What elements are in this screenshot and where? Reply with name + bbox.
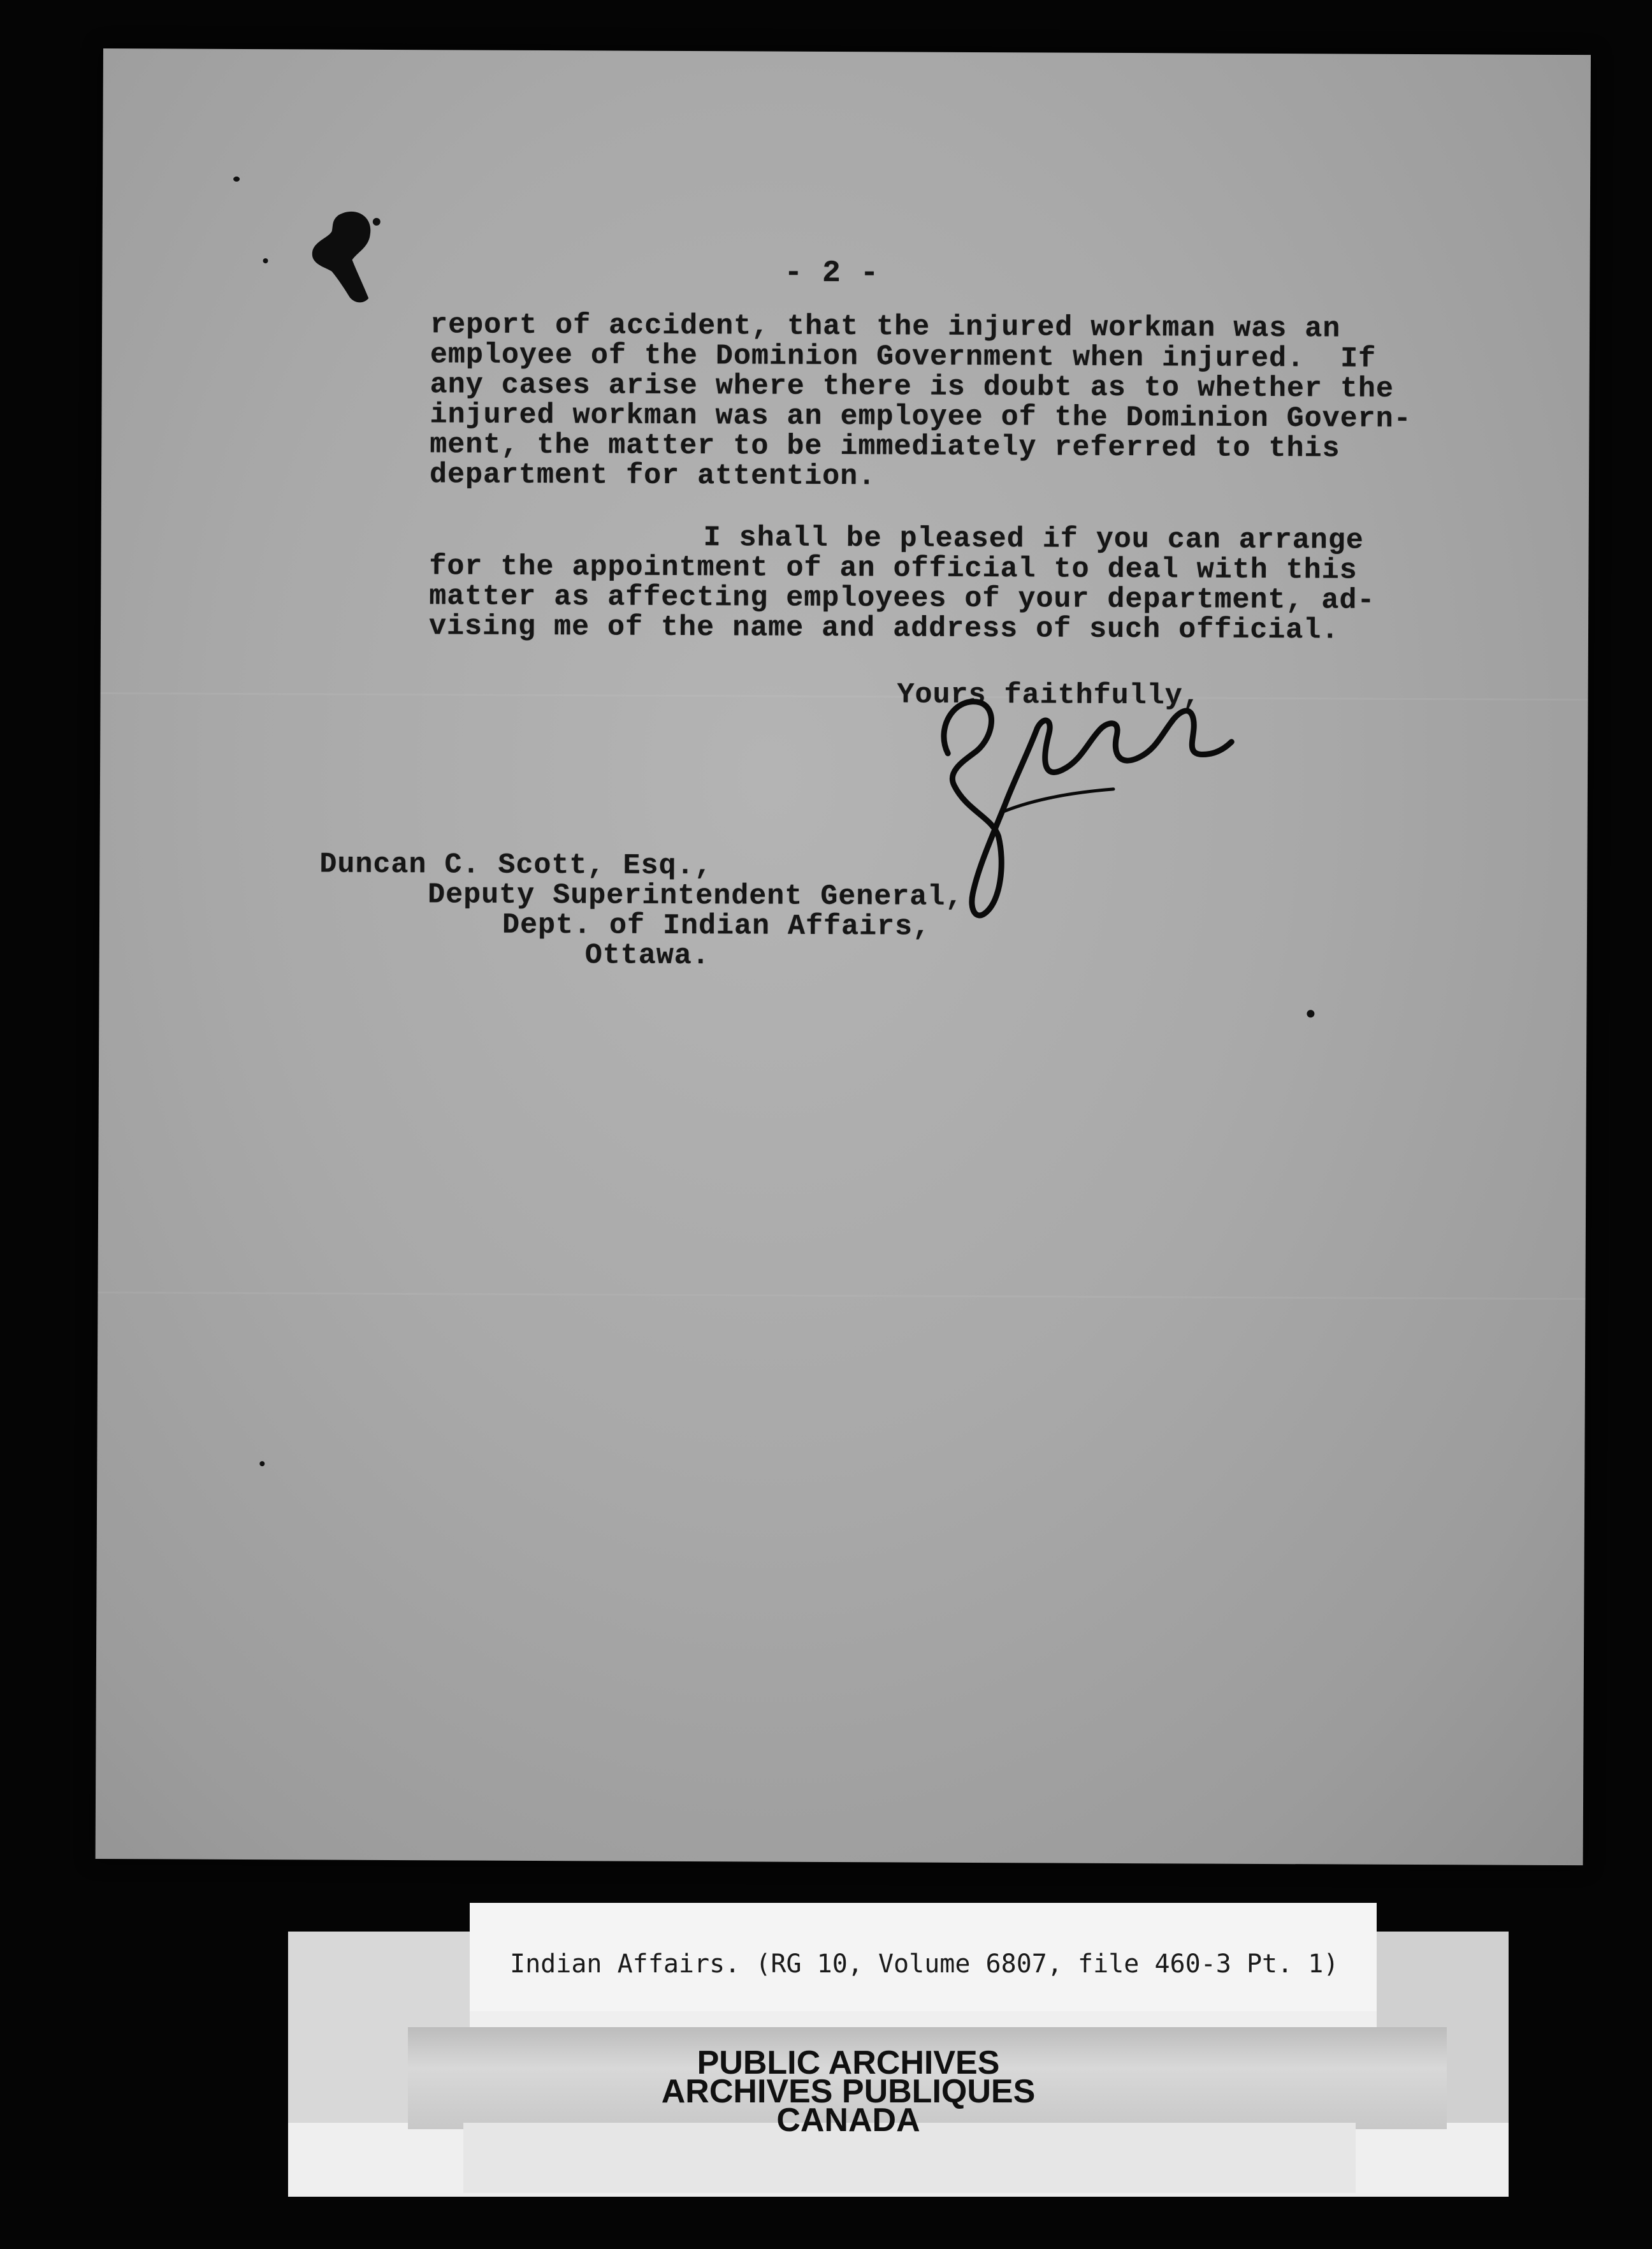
body-line: any cases arise where there is doubt as to whether the bbox=[430, 368, 1395, 405]
ink-blot-mark bbox=[293, 202, 396, 330]
archive-reference: Indian Affairs. (RG 10, Volume 6807, file 460-3 Pt. 1) bbox=[510, 1949, 1339, 1979]
paper-fold bbox=[98, 1292, 1585, 1300]
closing-line: Yours faithfully, bbox=[897, 678, 1201, 713]
paper-fold bbox=[101, 692, 1588, 701]
speck-mark bbox=[1307, 1010, 1314, 1017]
address-line: Deputy Superintendent General, bbox=[428, 878, 964, 913]
body-line: matter as affecting employees of your department, ad- bbox=[429, 580, 1375, 617]
address-line: Dept. of Indian Affairs, bbox=[502, 908, 931, 943]
speck-mark bbox=[263, 258, 268, 263]
body-line: injured workman was an employee of the Dominion Govern- bbox=[430, 398, 1412, 435]
archive-stamp-line: CANADA bbox=[776, 2102, 920, 2139]
address-line: Ottawa. bbox=[584, 939, 710, 973]
body-line: I shall be pleased if you can arrange bbox=[703, 521, 1364, 557]
body-line: department for attention. bbox=[429, 458, 876, 493]
letter-page bbox=[96, 48, 1591, 1865]
speck-mark bbox=[233, 177, 240, 182]
body-line: vising me of the name and address of such official. bbox=[428, 610, 1340, 647]
body-line: ment, the matter to be immediately referred to this bbox=[430, 428, 1340, 465]
body-line: employee of the Dominion Government when injured. If bbox=[430, 338, 1377, 375]
archive-stamp-line: ARCHIVES PUBLIQUES bbox=[661, 2073, 1036, 2110]
body-line: for the appointment of an official to deal with this bbox=[429, 550, 1358, 587]
speck-mark bbox=[259, 1461, 264, 1466]
archive-stamp-line: PUBLIC ARCHIVES bbox=[697, 2044, 1000, 2081]
body-line: report of accident, that the injured workman was an bbox=[430, 309, 1341, 346]
page-number: - 2 - bbox=[784, 256, 880, 291]
address-line: Duncan C. Scott, Esq., bbox=[319, 848, 713, 883]
